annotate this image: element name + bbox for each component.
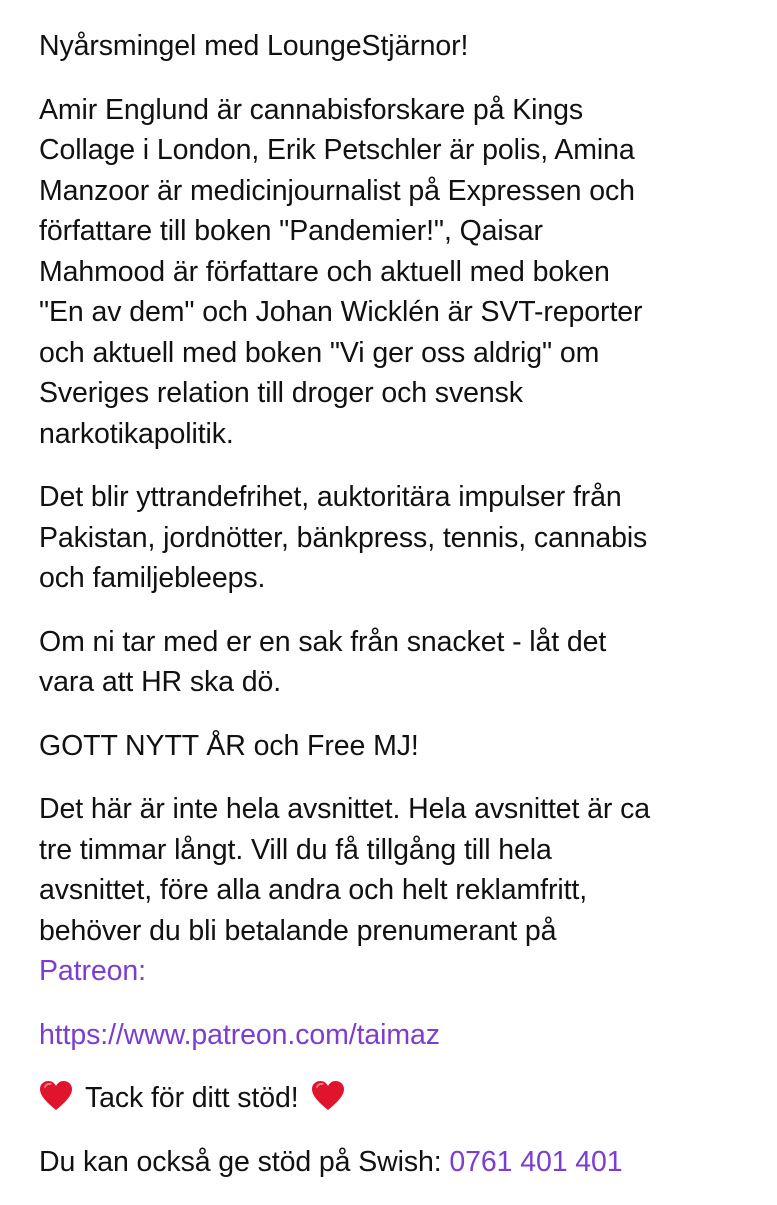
- swish-number-link[interactable]: 0761 401 401: [449, 1145, 623, 1178]
- patreon-link[interactable]: Patreon:: [39, 955, 146, 987]
- post-body: [39, 26, 739, 1205]
- topics-paragraph: Det blir yttrandefrihet, auktoritära impulser från Pakistan, jordnötter, bänkpress, tennis, cannabis och familjebleeps.: [39, 481, 648, 594]
- intro-paragraph: Amir Englund är cannabisforskare på Kings Collage i London, Erik Petschler är polis, Amina Manzoor är medicinjournalist på Expressen och författare till boken "Pandemier!", Qaisar Mahmood är författare och aktuell med boken "En av dem" och Johan Wicklén är SVT-reporter och aktuell med boken "Vi ger oss aldrig" om Sveriges relation till droger och svensk narkotikapolitik.: [39, 93, 643, 450]
- patreon-url-link[interactable]: https://www.patreon.com/taimaz: [39, 1018, 440, 1051]
- post-title: Nyårsmingel med LoungeStjärnor!: [39, 30, 469, 62]
- swish-paragraph: [39, 1142, 739, 1183]
- heart-icon: [311, 1080, 345, 1112]
- patreon-url-paragraph: [39, 1015, 739, 1056]
- takeaway-paragraph: Om ni tar med er en sak från snacket - låt det vara att HR ska dö.: [39, 625, 607, 698]
- paywall-text: Det här är inte hela avsnittet. Hela avsnittet är ca tre timmar långt. Vill du få tillgång till hela avsnittet, före alla andra och helt reklamfritt, behöver du bli betalande prenumerant på: [39, 793, 651, 947]
- paywall-paragraph: [39, 789, 739, 992]
- swish-text: Du kan också ge stöd på Swish:: [39, 1145, 450, 1178]
- thanks-paragraph: [39, 1078, 739, 1119]
- heart-icon: [39, 1080, 73, 1112]
- greeting-paragraph: GOTT NYTT ÅR och Free MJ!: [39, 729, 419, 762]
- thanks-text: Tack för ditt stöd!: [85, 1082, 299, 1114]
